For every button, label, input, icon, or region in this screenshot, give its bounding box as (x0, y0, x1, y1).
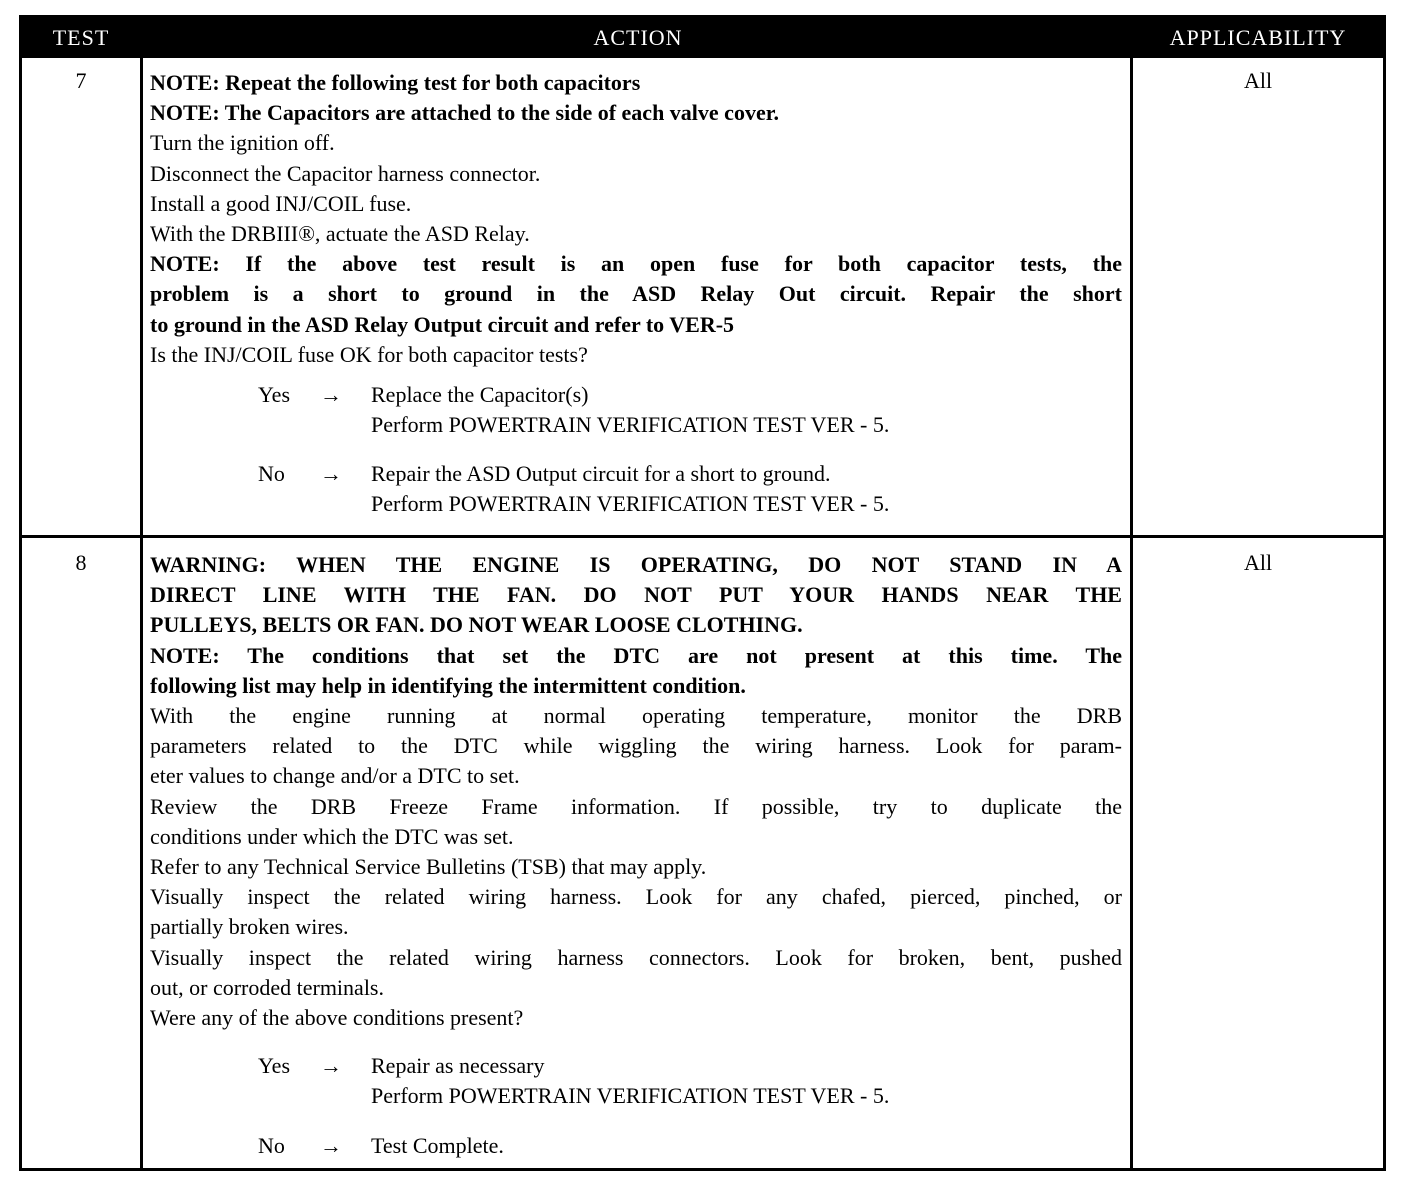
row8-p1-line1: With the engine running at normal operating temperature, monitor the DRB (150, 703, 1122, 729)
row8-warning-line2: DIRECT LINE WITH THE FAN. DO NOT PUT YOUR HANDS NEAR THE (150, 582, 1122, 608)
row7-step4: With the DRBIII®, actuate the ASD Relay. (150, 221, 530, 247)
row7-no-answer (150, 459, 1122, 489)
row7-note3-line3: to ground in the ASD Relay Output circuit and refer to VER-5 (150, 311, 735, 337)
right-arrow-icon: → (320, 382, 342, 408)
row8-yes-result1: Repair as necessary (371, 1053, 545, 1079)
row8-p2-line2: conditions under which the DTC was set. (150, 823, 514, 849)
row7-yes-answer (150, 380, 1122, 410)
row8-yes-result2: Perform POWERTRAIN VERIFICATION TEST VER - 5. (371, 1083, 890, 1109)
row8-applicability: All (1243, 550, 1273, 575)
row7-yes-result2: Perform POWERTRAIN VERIFICATION TEST VER - 5. (371, 412, 890, 438)
row8-p4-line2: partially broken wires. (150, 914, 349, 940)
row7-step2: Disconnect the Capacitor harness connector. (150, 160, 541, 186)
row8-yes-answer (150, 1051, 1122, 1081)
row8-yes-label: Yes (258, 1053, 291, 1079)
row-divider (22, 535, 1383, 538)
row7-applicability: All (1243, 68, 1273, 93)
row7-step1: Turn the ignition off. (150, 130, 335, 156)
row8-question: Were any of the above conditions present? (150, 1005, 524, 1031)
row8-no-result1: Test Complete. (371, 1133, 504, 1159)
row8-note-line2: following list may help in identifying the intermittent condition. (150, 672, 746, 698)
table-header (22, 18, 1383, 58)
row7-yes-answer-cont (150, 410, 1122, 440)
row8-action (150, 550, 1122, 1161)
row7-note1: NOTE: Repeat the following test for both capacitors (150, 70, 641, 95)
row7-yes-result1: Replace the Capacitor(s) (371, 382, 589, 408)
row7-question: Is the INJ/COIL fuse OK for both capacitor tests? (150, 341, 588, 367)
row7-action (150, 68, 1122, 519)
row8-p2-line1: Review the DRB Freeze Frame information. If possible, try to duplicate the (150, 793, 1122, 819)
row7-no-answer-cont (150, 489, 1122, 519)
row7-no-result2: Perform POWERTRAIN VERIFICATION TEST VER - 5. (371, 491, 890, 517)
row8-no-answer (150, 1131, 1122, 1161)
row8-p5-line2: out, or corroded terminals. (150, 974, 384, 1000)
row8-warning-line1: WARNING: WHEN THE ENGINE IS OPERATING, DO NOT STAND IN A (150, 552, 1122, 577)
row7-note2: NOTE: The Capacitors are attached to the side of each valve cover. (150, 100, 779, 126)
row8-p4-line1: Visually inspect the related wiring harness. Look for any chafed, pierced, pinched, or (150, 884, 1122, 910)
header-test: TEST (52, 25, 110, 50)
right-arrow-icon: → (320, 461, 342, 487)
row7-note3-line1: NOTE: If the above test result is an open fuse for both capacitor tests, the (150, 251, 1122, 277)
row7-yes-label: Yes (258, 382, 291, 408)
row8-p1-line2: parameters related to the DTC while wiggling the wiring harness. Look for param- (150, 733, 1122, 759)
row8-p1-line3: eter values to change and/or a DTC to set. (150, 763, 520, 789)
row8-note-line1: NOTE: The conditions that set the DTC are not present at this time. The (150, 642, 1122, 668)
diagnostic-test-table (19, 15, 1386, 1171)
row8-p5-line1: Visually inspect the related wiring harness connectors. Look for broken, bent, pushed (150, 944, 1122, 970)
row8-no-label: No (258, 1133, 285, 1159)
row8-test-number: 8 (75, 550, 87, 575)
row7-note3-line2: problem is a short to ground in the ASD Relay Out circuit. Repair the short (150, 281, 1122, 307)
header-applicability: APPLICABILITY (1169, 25, 1347, 50)
header-action: ACTION (593, 25, 683, 50)
row7-step3: Install a good INJ/COIL fuse. (150, 190, 412, 216)
row7-no-label: No (258, 461, 285, 487)
row7-no-result1: Repair the ASD Output circuit for a short to ground. (371, 461, 831, 487)
right-arrow-icon: → (320, 1133, 342, 1159)
row8-yes-answer-cont (150, 1081, 1122, 1111)
divider-test-action (140, 58, 143, 1168)
row7-test-number: 7 (75, 68, 87, 93)
row8-warning-line3: PULLEYS, BELTS OR FAN. DO NOT WEAR LOOSE CLOTHING. (150, 612, 803, 638)
right-arrow-icon: → (320, 1053, 342, 1079)
divider-action-applicability (1130, 58, 1133, 1168)
row8-p3: Refer to any Technical Service Bulletins (TSB) that may apply. (150, 854, 707, 880)
